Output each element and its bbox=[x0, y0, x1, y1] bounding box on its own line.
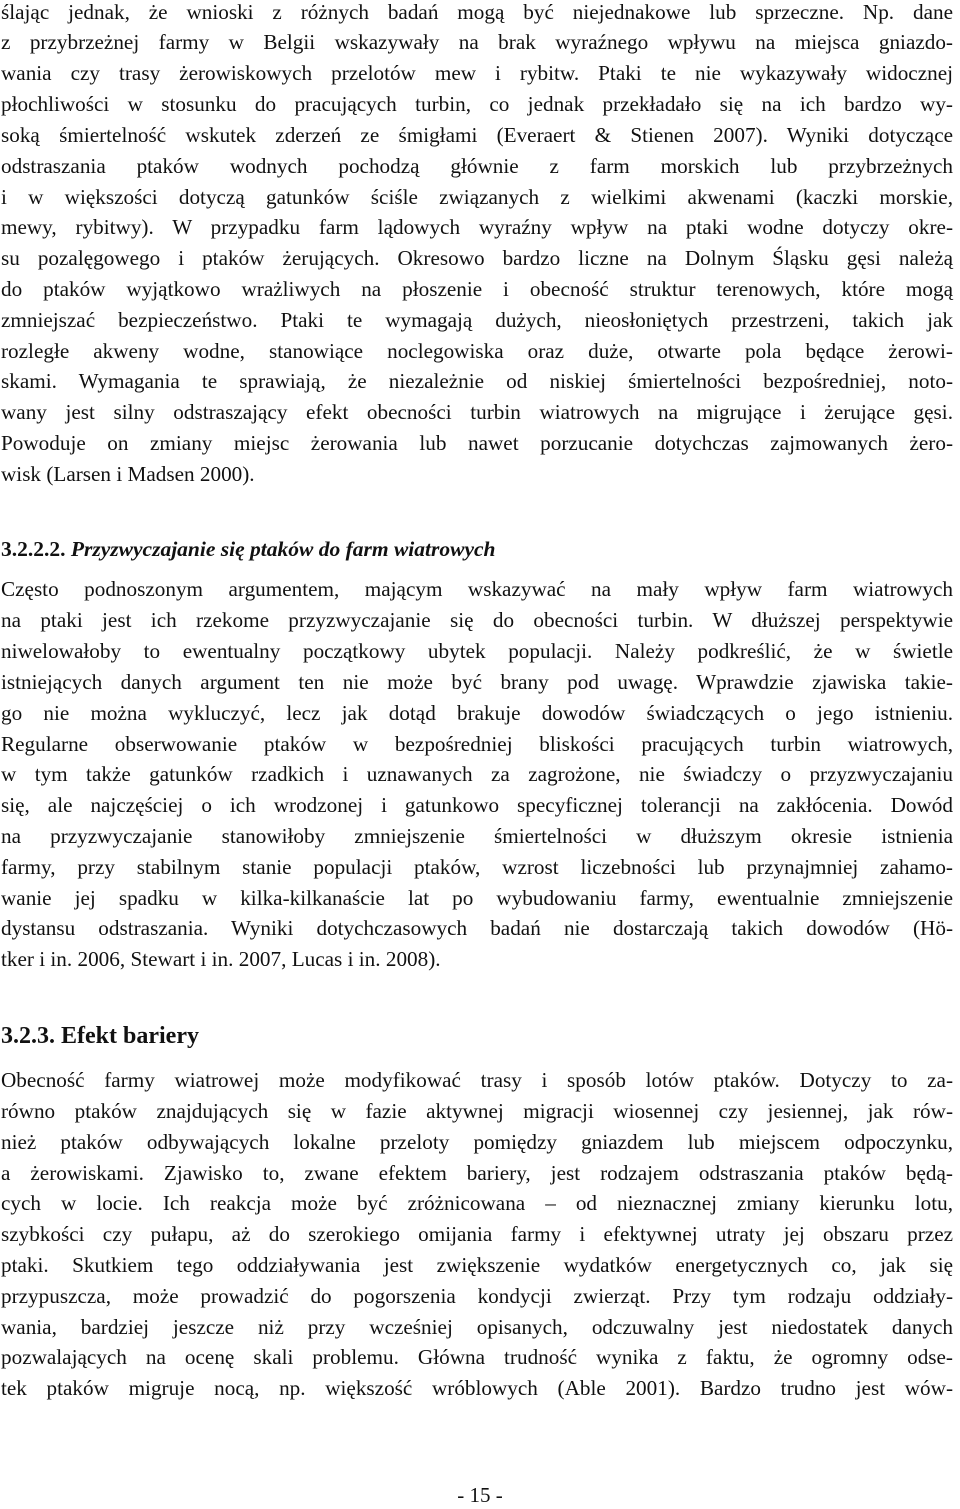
text-line: wany jest silny odstraszający efekt obecności turbin wiatrowych na migrujące i żerujące gęsi. bbox=[1, 400, 953, 424]
text-line: cych w locie. Ich reakcja może być zróżnicowana – od nieznacznej zmiany kierunku lotu, bbox=[1, 1191, 953, 1215]
text-line: rozległe akweny wodne, stanowiące noclegowiska oraz duże, otwarte pola będące żerowi- bbox=[1, 339, 953, 363]
text-line: z przybrzeżnej farmy w Belgii wskazywały na brak wyraźnego wpływu na miejsca gniazdo- bbox=[1, 30, 953, 54]
text-line: się, ale najczęściej o ich wrodzonej i gatunkowo specyficznej tolerancji na zakłócenia. Dowód bbox=[1, 793, 953, 817]
text-line: soką śmiertelność wskutek zderzeń ze śmigłami (Everaert & Stienen 2007). Wyniki dotyczące bbox=[1, 123, 953, 147]
text-line: tker i in. 2006, Stewart i in. 2007, Lucas i in. 2008). bbox=[1, 947, 441, 971]
subsection-title: Przyzwyczajanie się ptaków do farm wiatrowych bbox=[70, 537, 496, 561]
text-line: płochliwości w stosunku do pracujących turbin, co jednak przekładało się na ich bardzo wy- bbox=[1, 92, 953, 116]
text-line: na ptaki jest ich rzekome przyzwyczajanie się do obecności turbin. W dłuższej perspektywie bbox=[1, 608, 953, 632]
text-line: wania czy trasy żerowiskowych przelotów mew i rybitw. Ptaki te nie wykazywały widocznej bbox=[1, 61, 953, 85]
text-line: su pozalęgowego i ptaków żerujących. Okresowo bardzo liczne na Dolnym Śląsku gęsi należą bbox=[1, 246, 953, 270]
text-line: tek ptaków migruje nocą, np. większość wróblowych (Able 2001). Bardzo trudno jest wów- bbox=[1, 1376, 953, 1400]
text-line: ptaki. Skutkiem tego oddziaływania jest zwiększenie wydatków energetycznych co, jak się bbox=[1, 1253, 953, 1277]
text-line: szybkości czy pułapu, aż do szerokiego omijania farmy i efektywnej utraty jej obszaru przez bbox=[1, 1222, 953, 1246]
text-line: przypuszcza, może prowadzić do pogorszenia kondycji zwierząt. Przy tym rodzaju oddziały- bbox=[1, 1284, 953, 1308]
text-line: w tym także gatunków rzadkich i uznawanych za zagrożone, nie świadczy o przyzwyczajaniu bbox=[1, 762, 953, 786]
text-line: odstraszania ptaków wodnych pochodzą głównie z farm morskich lub przybrzeżnych bbox=[1, 154, 953, 178]
text-line: Regularne obserwowanie ptaków w bezpośredniej bliskości pracujących turbin wiatrowych, bbox=[1, 732, 953, 756]
section-heading: 3.2.3. Efekt bariery bbox=[1, 1023, 199, 1049]
text-line: dystansu odstraszania. Wyniki dotychczasowych badań nie dostarczają takich dowodów (Hö- bbox=[1, 916, 953, 940]
text-line: Powoduje on zmiany miejsc żerowania lub nawet porzucanie dotychczas zajmowanych żero- bbox=[1, 431, 953, 455]
text-line: pozwalających na ocenę skali problemu. Główna trudność wynika z faktu, że ogromny odse- bbox=[1, 1345, 953, 1369]
text-line: na przyzwyczajanie stanowiłoby zmniejszenie śmiertelności w dłuższym okresie istnienia bbox=[1, 824, 953, 848]
text-line: go nie można wykluczyć, lecz jak dotąd brakuje dowodów świadczących o jego istnieniu. bbox=[1, 701, 953, 725]
text-line: farmy, przy stabilnym stanie populacji ptaków, wzrost liczebności lub przynajmniej zahamo- bbox=[1, 855, 953, 879]
text-line: niwelowałoby to ewentualny początkowy ubytek populacji. Należy podkreślić, że w świetle bbox=[1, 639, 953, 663]
text-line: nież ptaków odbywających lokalne przeloty pomiędzy gniazdem lub miejscem odpoczynku, bbox=[1, 1130, 953, 1154]
subsection-heading bbox=[1, 534, 496, 564]
text-line: do ptaków wyjątkowo wrażliwych na płoszenie i obecność struktur terenowych, które mogą bbox=[1, 277, 953, 301]
text-line: istniejących danych argument ten nie może być brany pod uwagę. Wprawdzie zjawiska takie- bbox=[1, 670, 953, 694]
text-line: równo ptaków znajdujących się w fazie aktywnej migracji wiosennej czy jesiennej, jak rów- bbox=[1, 1099, 953, 1123]
text-line: mewy, rybitwy). W przypadku farm lądowych wyraźny wpływ na ptaki wodne dotyczy okre- bbox=[1, 215, 953, 239]
subsection-number: 3.2.2.2. bbox=[1, 537, 66, 561]
text-line: Obecność farmy wiatrowej może modyfikować trasy i sposób lotów ptaków. Dotyczy to za- bbox=[1, 1068, 953, 1092]
text-line: zmniejszać bezpieczeństwo. Ptaki te wymagają dużych, nieosłoniętych przestrzeni, takich jak bbox=[1, 308, 953, 332]
text-line: wanie jej spadku w kilka-kilkanaście lat po wybudowaniu farmy, ewentualnie zmniejszenie bbox=[1, 886, 953, 910]
text-line: ślając jednak, że wnioski z różnych badań mogą być niejednakowe lub sprzeczne. Np. dane bbox=[1, 0, 953, 24]
text-line: wisk (Larsen i Madsen 2000). bbox=[1, 462, 255, 486]
text-line: skami. Wymagania te sprawiają, że niezależnie od niskiej śmiertelności bezpośredniej, noto- bbox=[1, 369, 953, 393]
text-line: a żerowiskami. Zjawisko to, zwane efektem bariery, jest rodzajem odstraszania ptaków będą- bbox=[1, 1161, 953, 1185]
text-line: i w większości dotyczą gatunków ściśle związanych z wielkimi akwenami (kaczki morskie, bbox=[1, 185, 953, 209]
page-number: - 15 - bbox=[457, 1483, 503, 1507]
text-line: Często podnoszonym argumentem, mającym wskazywać na mały wpływ farm wiatrowych bbox=[1, 577, 953, 601]
text-line: wania, bardziej jeszcze niż przy wcześniej opisanych, odczuwalny jest niedostatek danych bbox=[1, 1315, 953, 1339]
